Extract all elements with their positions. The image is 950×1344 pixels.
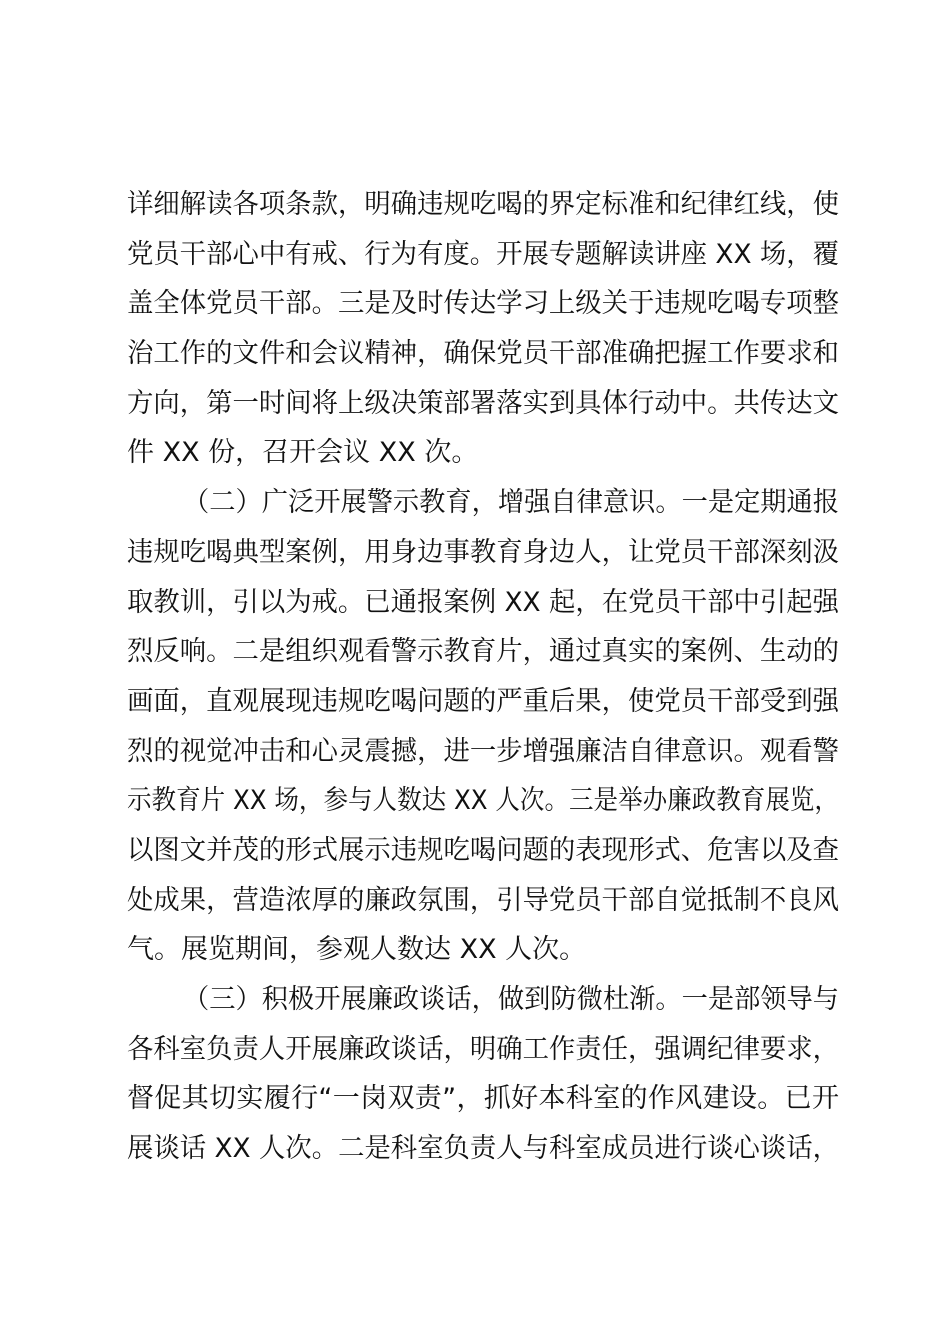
text-line-content: 违规吃喝典型案例，用身边事教育身边人，让党员干部深刻汲 (127, 536, 840, 568)
paragraph-heading-line (127, 975, 839, 1025)
text-line (127, 677, 839, 727)
text-line-content: （三）积极开展廉政谈话，做到防微杜渐。一是部领导与 (183, 984, 840, 1015)
text-line (127, 1074, 839, 1124)
text-line-content: 取教训，引以为戒。已通报案例 XX 起，在党员干部中引起强 (127, 586, 840, 618)
text-line (127, 329, 839, 379)
text-line (127, 776, 839, 826)
text-line-content: 详细解读各项条款，明确违规吃喝的界定标准和纪律红线，使 (127, 189, 840, 220)
text-line (127, 528, 839, 578)
text-line-content: 盖全体党员干部。三是及时传达学习上级关于违规吃喝专项整 (127, 288, 840, 320)
text-line (127, 627, 839, 677)
text-line-content: 方向，第一时间将上级决策部署落实到具体行动中。共传达文 (127, 387, 840, 419)
text-line (127, 876, 839, 926)
text-line (127, 826, 839, 876)
text-line-content: 气。展览期间，参观人数达 XX 人次。 (127, 934, 587, 966)
text-line-content: 以图文并茂的形式展示违规吃喝问题的表现形式、危害以及查 (127, 834, 840, 866)
document-body (127, 180, 839, 1174)
text-line (127, 925, 839, 975)
text-line-content: 画面，直观展现违规吃喝问题的严重后果，使党员干部受到强 (127, 685, 840, 717)
text-line-content: 治工作的文件和会议精神，确保党员干部准确把握工作要求和 (127, 338, 840, 370)
text-line (127, 180, 839, 230)
text-line-content: 督促其切实履行“一岗双责”，抓好本科室的作风建设。已开 (127, 1083, 840, 1115)
text-line-content: 烈的视觉冲击和心灵震撼，进一步增强廉洁自律意识。观看警 (127, 735, 840, 767)
text-line-content: 处成果，营造浓厚的廉政氛围，引导党员干部自觉抵制不良风 (127, 884, 840, 916)
text-line-content: 党员干部心中有戒、行为有度。开展专题解读讲座 XX 场，覆 (127, 238, 840, 270)
text-line (127, 230, 839, 280)
text-line-content: 示教育片 XX 场，参与人数达 XX 人次。三是举办廉政教育展览， (127, 785, 839, 817)
text-line-content: 烈反响。二是组织观看警示教育片，通过真实的案例、生动的 (127, 636, 840, 668)
text-line (127, 428, 839, 478)
text-line (127, 578, 839, 628)
text-line-content: （二）广泛开展警示教育，增强自律意识。一是定期通报 (183, 487, 840, 519)
text-line-content: 展谈话 XX 人次。二是科室负责人与科室成员进行谈心谈话， (127, 1133, 840, 1165)
paragraph-heading-line (127, 478, 839, 528)
text-line (127, 379, 839, 429)
text-line-content: 件 XX 份，召开会议 XX 次。 (127, 437, 479, 469)
text-line (127, 1025, 839, 1075)
text-line-content: 各科室负责人开展廉政谈话，明确工作责任，强调纪律要求， (127, 1033, 840, 1065)
text-line (127, 1124, 839, 1174)
text-line (127, 279, 839, 329)
text-line (127, 727, 839, 777)
